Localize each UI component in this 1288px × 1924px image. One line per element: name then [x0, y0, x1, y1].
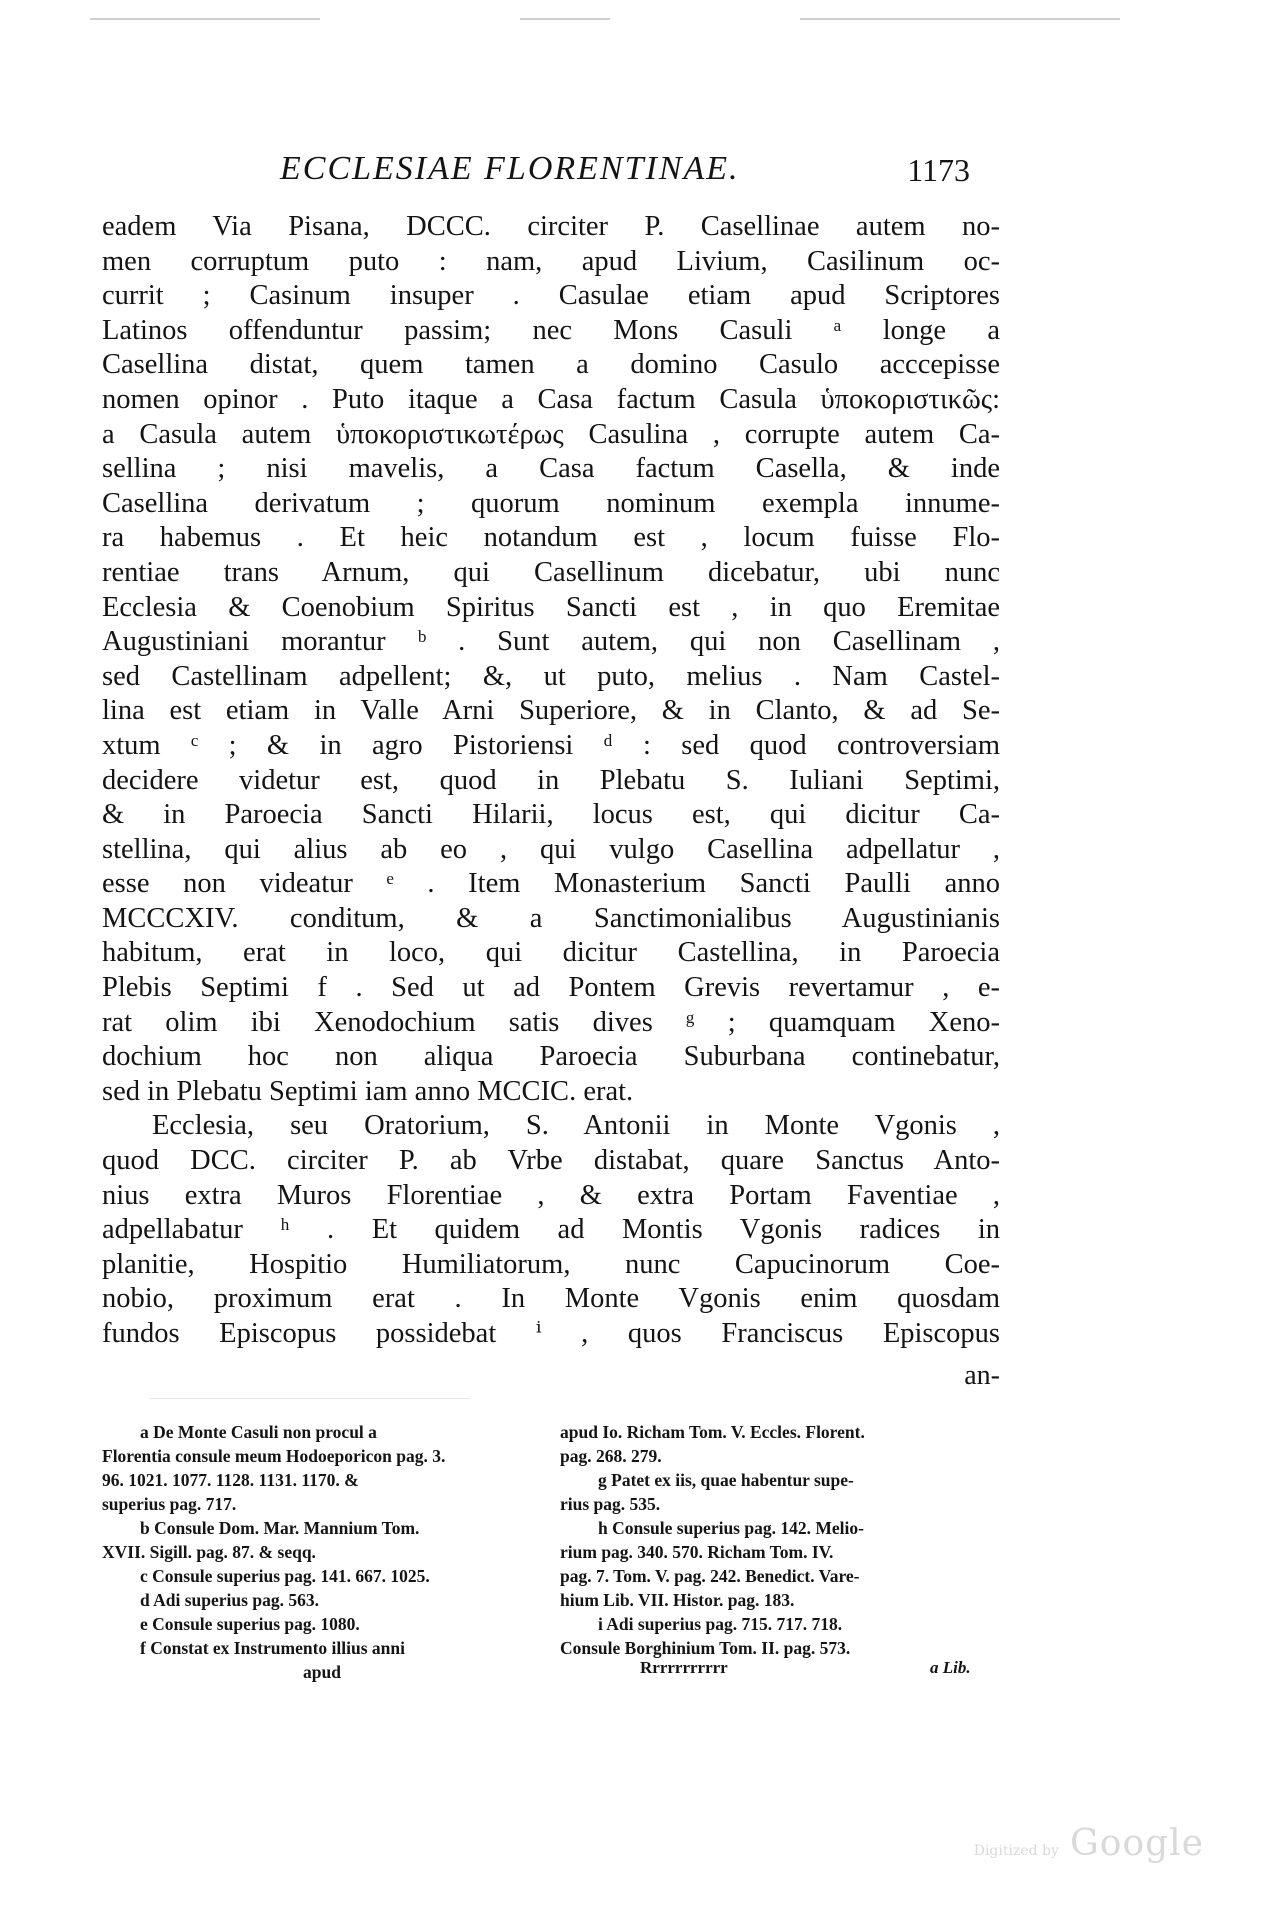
signature-right: a Lib. [930, 1658, 971, 1677]
body-line: adpellabatur ʰ . Et quidem ad Montis Vgonis radices in [102, 1214, 1000, 1246]
body-line: nius extra Muros Florentiae , & extra Portam Faventiae , [102, 1179, 1000, 1211]
body-line: rentiae trans Arnum, qui Casellinum dicebatur, ubi nunc [102, 556, 1000, 588]
footnote-line: pag. 7. Tom. V. pag. 242. Benedict. Vare- [560, 1566, 860, 1586]
footnote-line: Consule Borghinium Tom. II. pag. 573. [560, 1638, 851, 1658]
body-line: & in Paroecia Sancti Hilarii, locus est, qui dicitur Ca- [102, 799, 1000, 831]
digitized-watermark [974, 1823, 1204, 1864]
top-rule-2 [520, 18, 610, 20]
body-line: nomen opinor . Puto itaque a Casa factum Casula ὑποκοριστικῶς: [102, 383, 1000, 415]
body-text [102, 210, 1000, 1352]
body-line: Augustiniani morantur ᵇ . Sunt autem, qui non Casellinam , [102, 626, 1000, 658]
body-line: esse non videatur ᵉ . Item Monasterium Sancti Paulli anno [102, 868, 1000, 900]
body-line: quod DCC. circiter P. ab Vrbe distabat, quare Sanctus Anto- [102, 1145, 1000, 1177]
catchword: an- [964, 1360, 1000, 1391]
signature-mark: Rrrrrrrrrrr [640, 1658, 728, 1677]
top-rule-1 [90, 18, 320, 20]
body-line: currit ; Casinum insuper . Casulae etiam apud Scriptores [102, 280, 1000, 312]
footnote-line: 96. 1021. 1077. 1128. 1131. 1170. & [102, 1470, 359, 1490]
footnote-line: e Consule superius pag. 1080. [140, 1614, 360, 1634]
body-line: Ecclesia, seu Oratorium, S. Antonii in Monte Vgonis , [152, 1110, 1000, 1142]
footnote-rule [150, 1398, 470, 1399]
footnote-line: i Adi superius pag. 715. 717. 718. [598, 1614, 843, 1634]
body-line: eadem Via Pisana, DCCC. circiter P. Casellinae autem no- [102, 211, 1000, 242]
body-line: lina est etiam in Valle Arni Superiore, & in Clanto, & ad Se- [102, 695, 1000, 727]
body-line: sed Castellinam adpellent; &, ut puto, melius . Nam Castel- [102, 660, 1000, 692]
footnote-line: f Constat ex Instrumento illius anni [140, 1638, 405, 1658]
footnote-line: hium Lib. VII. Histor. pag. 183. [560, 1590, 795, 1610]
footnote-line: Florentia consule meum Hodoeporicon pag. 3. [102, 1446, 446, 1466]
footnote-line: b Consule Dom. Mar. Mannium Tom. [140, 1518, 420, 1538]
footnote-line: d Adi superius pag. 563. [140, 1590, 319, 1610]
page-number: 1173 [907, 152, 970, 188]
body-line: xtum ᶜ ; & in agro Pistoriensi ᵈ : sed quod controversiam [102, 729, 1000, 761]
body-line: rat olim ibi Xenodochium satis dives ᵍ ; quamquam Xeno- [102, 1006, 1000, 1038]
body-line: sed in Plebatu Septimi iam anno MCCIC. erat. [102, 1075, 634, 1107]
body-line: nobio, proximum erat . In Monte Vgonis enim quosdam [102, 1283, 1000, 1315]
footnote-line: a De Monte Casuli non procul a [140, 1422, 377, 1442]
body-line: Casellina derivatum ; quorum nominum exempla innume- [102, 487, 1000, 519]
footnotes-right [560, 1420, 1000, 1660]
body-line: men corruptum puto : nam, apud Livium, Casilinum oc- [102, 245, 1000, 277]
footnote-line: rium pag. 340. 570. Richam Tom. IV. [560, 1542, 834, 1562]
body-line: ra habemus . Et heic notandum est , locum fuisse Flo- [102, 522, 1000, 554]
watermark-small: Digitized by [973, 1843, 1059, 1859]
footnote-line: rius pag. 535. [560, 1494, 661, 1514]
footnote-line: apud [303, 1662, 341, 1682]
footnote-line: superius pag. 717. [102, 1494, 237, 1514]
footnote-line: c Consule superius pag. 141. 667. 1025. [140, 1566, 430, 1586]
body-line: fundos Episcopus possidebat ⁱ , quos Franciscus Episcopus [102, 1318, 1000, 1349]
footnote-line: h Consule superius pag. 142. Melio- [598, 1518, 864, 1538]
body-line: decidere videtur est, quod in Plebatu S. Iuliani Septimi, [102, 764, 1000, 796]
body-line: a Casula autem ὑποκοριστικωτέρως Casulina , corrupte autem Ca- [102, 418, 1000, 450]
body-line: dochium hoc non aliqua Paroecia Suburbana continebatur, [102, 1041, 1000, 1073]
footnotes-left [102, 1420, 542, 1684]
top-rule-3 [800, 18, 1120, 20]
footnote-line: g Patet ex iis, quae habentur supe- [598, 1470, 854, 1490]
body-line: MCCCXIV. conditum, & a Sanctimonialibus Augustinianis [102, 902, 1000, 934]
body-line: Casellina distat, quem tamen a domino Casulo acccepisse [102, 349, 1000, 381]
footnote-line: XVII. Sigill. pag. 87. & seqq. [102, 1542, 316, 1562]
body-line: stellina, qui alius ab eo , qui vulgo Casellina adpellatur , [102, 833, 1000, 865]
body-line: Plebis Septimi f . Sed ut ad Pontem Grevis revertamur , e- [102, 972, 1000, 1004]
watermark-big: Google [1070, 1823, 1204, 1864]
body-line: sellina ; nisi mavelis, a Casa factum Casella, & inde [102, 453, 1000, 485]
body-line: Ecclesia & Coenobium Spiritus Sancti est , in quo Eremitae [102, 591, 1000, 623]
body-line: planitie, Hospitio Humiliatorum, nunc Capucinorum Coe- [102, 1248, 1000, 1280]
footnote-line: apud Io. Richam Tom. V. Eccles. Florent. [560, 1422, 865, 1442]
footnote-line: pag. 268. 279. [560, 1446, 662, 1466]
body-line: habitum, erat in loco, qui dicitur Castellina, in Paroecia [102, 937, 1000, 969]
running-title: ECCLESIAE FLORENTINAE. [280, 150, 740, 187]
page-header [240, 150, 970, 190]
body-line: Latinos offenduntur passim; nec Mons Casuli ᵃ longe a [102, 314, 1000, 346]
